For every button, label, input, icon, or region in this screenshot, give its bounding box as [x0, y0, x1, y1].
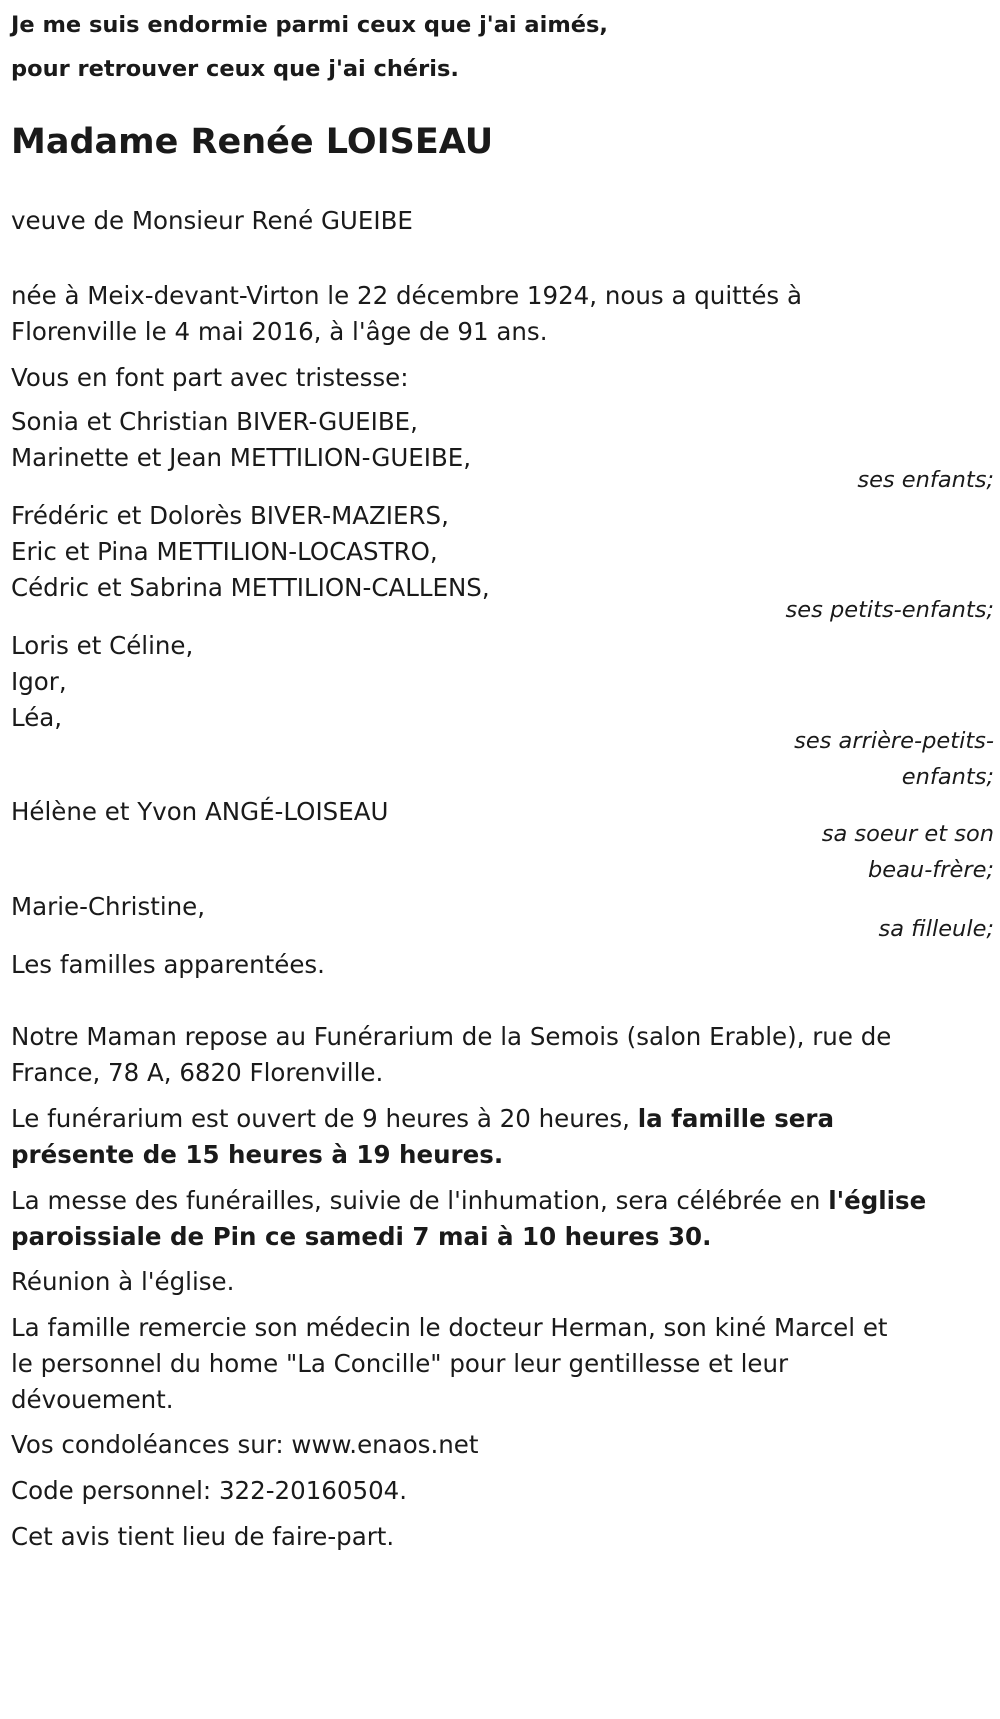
great-grandchild-name: Igor,: [11, 667, 67, 696]
widow-of: veuve de Monsieur René GUEIBE: [11, 206, 413, 235]
mass-line-1: [11, 1181, 926, 1221]
visiting-hours-text: Le funérarium est ouvert de 9 heures à 20 heures,: [11, 1104, 638, 1133]
condolences-link: Vos condoléances sur: www.enaos.net: [11, 1430, 479, 1459]
thanks-line-1: La famille remercie son médecin le docteur Herman, son kiné Marcel et: [11, 1313, 888, 1342]
grandchild-name: Cédric et Sabrina METTILION-CALLENS,: [11, 573, 490, 602]
great-grandchild-name: Léa,: [11, 703, 63, 732]
goddaughter-relation: sa filleule;: [878, 916, 994, 942]
grandchildren-relation: ses petits-enfants;: [785, 597, 994, 623]
great-grandchildren-relation-line-2: enfants;: [901, 764, 994, 790]
grandchild-name: Frédéric et Dolorès BIVER-MAZIERS,: [11, 501, 449, 530]
sister-relation-line-1: sa soeur et son: [821, 821, 994, 847]
church-text: l'église: [828, 1186, 927, 1215]
announce-intro: Vous en font part avec tristesse:: [11, 363, 409, 392]
great-grandchild-name: Loris et Céline,: [11, 631, 194, 660]
birth-death-line-2: Florenville le 4 mai 2016, à l'âge de 91 ans.: [11, 317, 548, 346]
sister-name: Hélène et Yvon ANGÉ-LOISEAU: [11, 797, 389, 826]
thanks-line-3: dévouement.: [11, 1385, 174, 1414]
related-families: Les familles apparentées.: [11, 950, 325, 979]
mass-line-2: paroissiale de Pin ce samedi 7 mai à 10 heures 30.: [11, 1222, 712, 1251]
mass-text: La messe des funérailles, suivie de l'inhumation, sera célébrée en: [11, 1186, 829, 1215]
child-name: Sonia et Christian BIVER-GUEIBE,: [11, 407, 418, 436]
goddaughter-name: Marie-Christine,: [11, 892, 206, 921]
birth-death-line-1: née à Meix-devant-Virton le 22 décembre 1924, nous a quittés à: [11, 281, 802, 310]
rest-place-line-1: Notre Maman repose au Funérarium de la Semois (salon Erable), rue de: [11, 1022, 892, 1051]
epigraph-line-1: Je me suis endormie parmi ceux que j'ai aimés,: [11, 12, 608, 38]
deceased-name: Madame Renée LOISEAU: [11, 122, 494, 162]
visiting-hours-line-1: [11, 1099, 834, 1139]
rest-place-line-2: France, 78 A, 6820 Florenville.: [11, 1058, 384, 1087]
family-presence-text: la famille sera: [637, 1104, 835, 1133]
family-presence-line-2: présente de 15 heures à 19 heures.: [11, 1140, 504, 1169]
thanks-line-2: le personnel du home "La Concille" pour leur gentillesse et leur: [11, 1349, 789, 1378]
personal-code: Code personnel: 322-20160504.: [11, 1476, 408, 1505]
notice-statement: Cet avis tient lieu de faire-part.: [11, 1522, 395, 1551]
child-name: Marinette et Jean METTILION-GUEIBE,: [11, 443, 472, 472]
meeting-place: Réunion à l'église.: [11, 1267, 235, 1296]
children-relation: ses enfants;: [857, 467, 994, 493]
epigraph-line-2: pour retrouver ceux que j'ai chéris.: [11, 56, 459, 82]
sister-relation-line-2: beau-frère;: [868, 857, 994, 883]
grandchild-name: Eric et Pina METTILION-LOCASTRO,: [11, 537, 438, 566]
great-grandchildren-relation-line-1: ses arrière-petits-: [794, 728, 994, 754]
